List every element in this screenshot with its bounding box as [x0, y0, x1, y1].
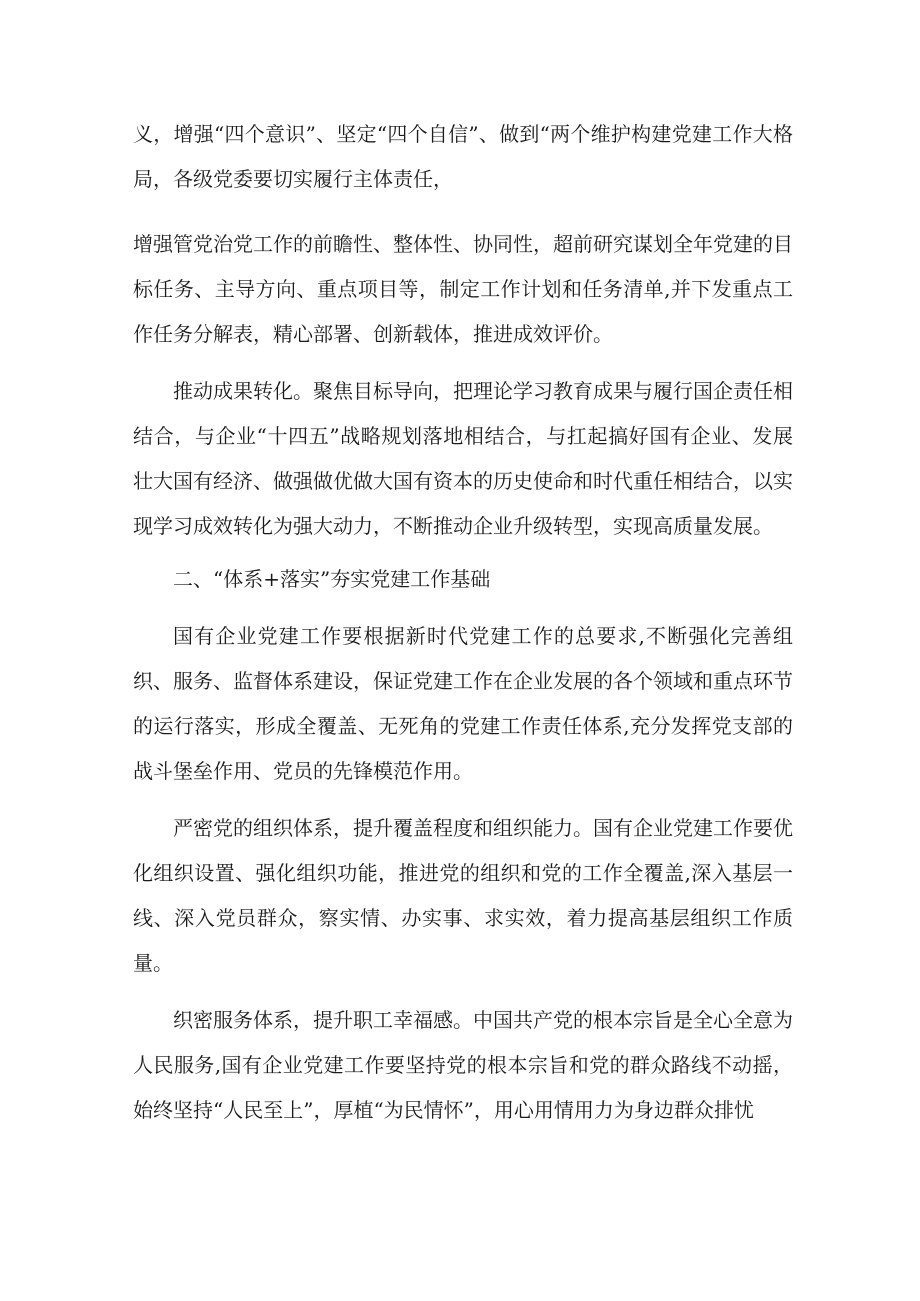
paragraph-1: 义，增强“四个意识”、坚定“四个自信”、做到“两个维护构建党建工作大格局，各级党委要切实履行主体责任，: [133, 122, 793, 191]
section-heading: 二、“体系+落实”夯实党建工作基础: [173, 567, 491, 591]
paragraph-3: 推动成果转化。聚焦目标导向，把理论学习教育成果与履行国企责任相结合，与企业“十四五”战略规划落地相结合，与扛起搞好国有企业、发展壮大国有经济、做强做优做大国有资本的历史使命和时代重任相结合，以实现学习成效转化为强大动力，不断推动企业升级转型，实现高质量发展。: [133, 379, 793, 538]
paragraph-2: 增强管党治党工作的前瞻性、整体性、协同性，超前研究谋划全年党建的目标任务、主导方向、重点项目等，制定工作计划和任务清单,并下发重点工作任务分解表，精心部署、创新载体，推进成效评价。: [133, 232, 793, 346]
document-body: [133, 112, 793, 1133]
paragraph-6: 织密服务体系，提升职工幸福感。中国共产党的根本宗旨是全心全意为人民服务,国有企业党建工作要坚持党的根本宗旨和党的群众路线不动摇，始终坚持“人民至上”，厚植“为民情怀”，用心用情用力为身边群众排忧: [133, 1008, 793, 1122]
paragraph-4: 国有企业党建工作要根据新时代党建工作的总要求,不断强化完善组织、服务、监督体系建设，保证党建工作在企业发展的各个领域和重点环节的运行落实，形成全覆盖、无死角的党建工作责任体系,充分发挥党支部的战斗堡垒作用、党员的先锋模范作用。: [133, 624, 793, 783]
paragraph-5: 严密党的组织体系，提升覆盖程度和组织能力。国有企业党建工作要优化组织设置、强化组织功能，推进党的组织和党的工作全覆盖,深入基层一线、深入党员群众，察实情、办实事、求实效，着力提高基层组织工作质量。: [133, 816, 793, 975]
